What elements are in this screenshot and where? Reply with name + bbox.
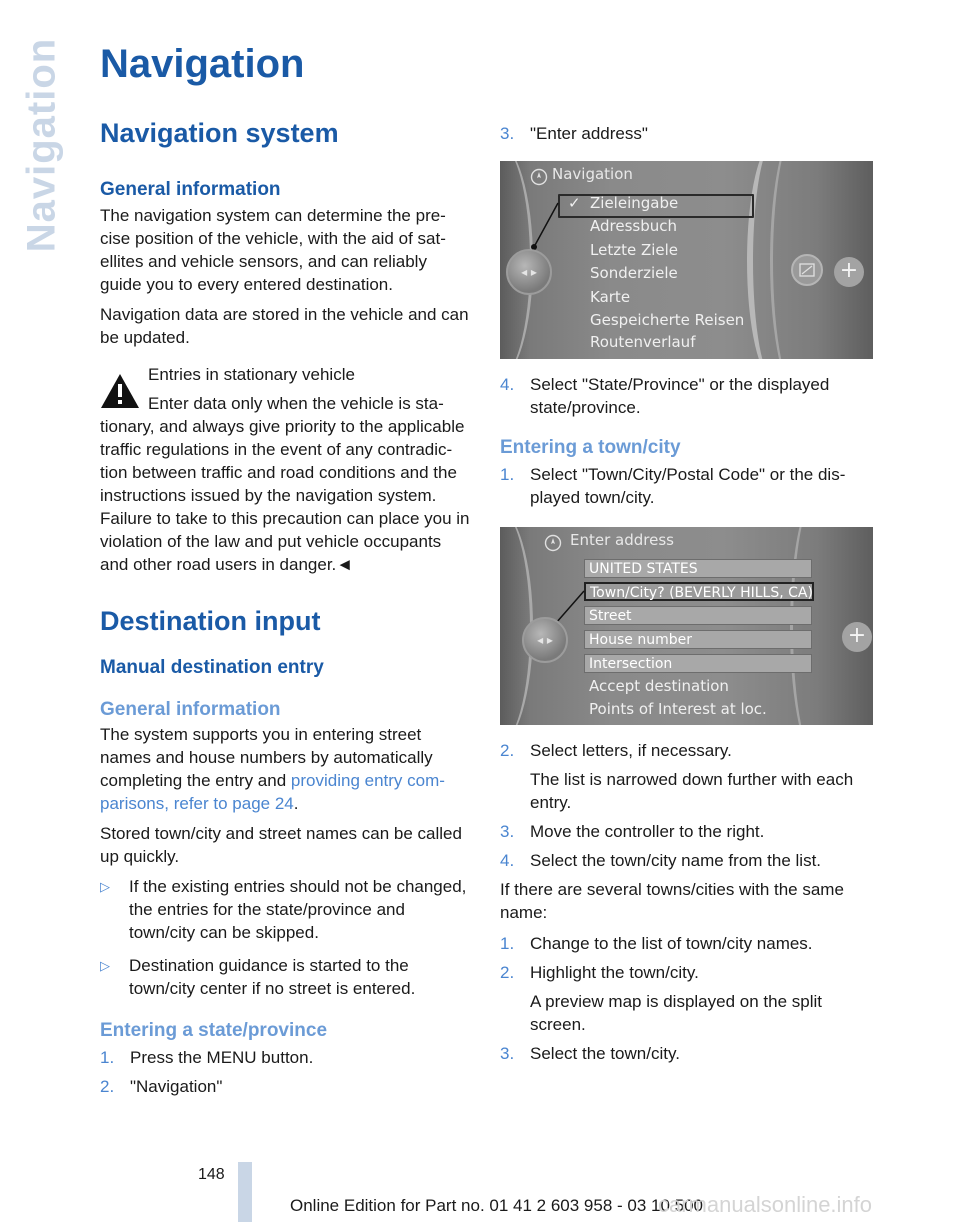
menu-item-zieleingabe[interactable]: Zieleingabe: [590, 194, 679, 212]
warning-title: Entries in stationary vehicle: [148, 365, 355, 384]
paragraph-entry-support-text: The system supports you in entering street names and house numbers by automatically completing the entry and: [100, 725, 433, 790]
side-tab: [19, 37, 64, 253]
step-text: [530, 739, 875, 814]
menu-item-accept-destination[interactable]: Accept destination: [589, 677, 729, 695]
bullet-arrow-icon: ▷: [100, 879, 110, 894]
paragraph-system-description: The navigation system can determine the pre-cise position of the vehicle, with the aid of sat-ellites and vehicle sensors, and can reliably guide you to every entered destination.: [100, 206, 446, 294]
heading-entering-state: Entering a state/province: [100, 1020, 328, 1041]
navigation-compass-icon: [544, 534, 562, 552]
step-text: Select the town/city.: [530, 1044, 680, 1063]
controller-knob[interactable]: ◂ ▸: [506, 249, 552, 295]
add-option-button[interactable]: +: [834, 257, 864, 287]
add-option-button[interactable]: +: [842, 622, 872, 652]
step-text: Select "State/Province" or the displayed state/province.: [530, 375, 830, 417]
step-item: [500, 820, 875, 843]
link-entry-comparisons[interactable]: providing entry com-parisons, refer to page 24: [100, 771, 445, 813]
paragraph-entry-support-end: .: [293, 794, 299, 813]
idrive-screen-navigation-menu: [500, 161, 873, 359]
step-item: [100, 1046, 470, 1069]
screen-header-title: Enter address: [570, 531, 674, 549]
menu-item-sonderziele[interactable]: Sonderziele: [590, 264, 678, 282]
step-number: 2.: [100, 1077, 115, 1096]
field-street[interactable]: Street: [584, 606, 812, 625]
page-number: 148: [198, 1166, 225, 1183]
step-sub-text: The list is narrowed down further with each entry.: [530, 770, 854, 812]
warning-icon: [100, 373, 140, 409]
step-item: [500, 961, 875, 1036]
step-item: [500, 932, 875, 955]
bullet-item: [100, 875, 470, 944]
heading-manual-destination-entry: Manual destination entry: [100, 657, 324, 678]
step-number: 4.: [500, 375, 515, 394]
menu-item-letzte-ziele[interactable]: Letzte Ziele: [590, 241, 679, 259]
field-intersection[interactable]: Intersection: [584, 654, 812, 673]
paragraph-entry-support: [100, 723, 470, 815]
step-main-text: Highlight the town/city.: [530, 963, 699, 982]
idrive-screen-enter-address: [500, 527, 873, 725]
warning-box: [100, 363, 470, 576]
step-number: 2.: [500, 963, 515, 982]
step-number: 1.: [500, 934, 515, 953]
step-item: [500, 849, 875, 872]
step-text: "Navigation": [130, 1077, 223, 1096]
field-town-city[interactable]: Town/City? (BEVERLY HILLS, CA): [584, 582, 814, 601]
step-item: [100, 1075, 470, 1098]
step-text: Select the town/city name from the list.: [530, 851, 822, 870]
step-number: 2.: [500, 741, 515, 760]
left-column: [100, 118, 470, 1098]
check-icon: ✓: [568, 194, 581, 212]
side-tab-label: Navigation: [19, 37, 64, 253]
watermark: carmanualsonline.info: [658, 1192, 873, 1217]
heading-navigation-system: Navigation system: [100, 118, 339, 148]
heading-general-information: General information: [100, 179, 281, 200]
pointer-line: [530, 201, 560, 251]
bullet-arrow-icon: ▷: [100, 958, 110, 973]
controller-knob[interactable]: ◂ ▸: [522, 617, 568, 663]
step-number: 4.: [500, 851, 515, 870]
step-text: Select "Town/City/Postal Code" or the dis-played town/city.: [530, 465, 846, 507]
menu-item-routenverlauf[interactable]: Routenverlauf: [590, 333, 696, 351]
step-text: [530, 961, 875, 1036]
right-column: [500, 122, 875, 1065]
step-number: 1.: [500, 465, 515, 484]
paragraph-navigation-data: Navigation data are stored in the vehicle and can be updated.: [100, 305, 469, 347]
edition-text: Online Edition for Part no. 01 41 2 603 958 - 03 10 500: [290, 1196, 704, 1215]
step-number: 3.: [500, 1044, 515, 1063]
menu-item-gespeicherte-reisen[interactable]: Gespeicherte Reisen: [590, 311, 745, 329]
step-number: 3.: [500, 124, 515, 143]
screen-header-title: Navigation: [552, 165, 633, 183]
bullet-text: If the existing entries should not be changed, the entries for the state/province and town/city can be skipped.: [129, 877, 467, 942]
footer-bar: [238, 1162, 252, 1222]
navigation-compass-icon: [530, 168, 548, 186]
step-main-text: Select letters, if necessary.: [530, 741, 732, 760]
step-sub-text: A preview map is displayed on the split screen.: [530, 992, 822, 1034]
field-house-number[interactable]: House number: [584, 630, 812, 649]
heading-general-information-2: General information: [100, 699, 281, 720]
page-title: Navigation: [100, 42, 305, 86]
field-country[interactable]: UNITED STATES: [584, 559, 812, 578]
step-text: Move the controller to the right.: [530, 822, 765, 841]
map-icon: [790, 253, 824, 287]
bullet-item: [100, 954, 470, 1000]
step-number: 3.: [500, 822, 515, 841]
bullet-text: Destination guidance is started to the town/city center if no street is entered.: [129, 956, 416, 998]
step-item: [500, 1042, 875, 1065]
step-number: 1.: [100, 1048, 115, 1067]
heading-entering-town: Entering a town/city: [500, 437, 681, 458]
step-text: Press the MENU button.: [130, 1048, 314, 1067]
step-item: [500, 122, 875, 145]
menu-item-adressbuch[interactable]: Adressbuch: [590, 217, 677, 235]
step-item: [500, 739, 875, 814]
menu-item-karte[interactable]: Karte: [590, 288, 631, 306]
heading-destination-input: Destination input: [100, 606, 321, 636]
paragraph-stored-names: Stored town/city and street names can be called up quickly.: [100, 824, 462, 866]
warning-body: Enter data only when the vehicle is sta-tionary, and always give priority to the applicable traffic regulations in the event of any contradic-tion between traffic and road conditions and the instructions issued by the navigation system. Failure to take to this precaution can place you in violation of the law and put vehicle occupants and other road users in danger.◄: [100, 394, 470, 574]
step-item: [500, 463, 875, 509]
paragraph-several-towns: If there are several towns/cities with the same name:: [500, 880, 844, 922]
menu-item-points-of-interest[interactable]: Points of Interest at loc.: [589, 700, 767, 718]
step-item: [500, 373, 875, 419]
screen-arc-right-outer: [790, 527, 853, 725]
step-text: "Enter address": [530, 124, 648, 143]
step-text: Change to the list of town/city names.: [530, 934, 813, 953]
